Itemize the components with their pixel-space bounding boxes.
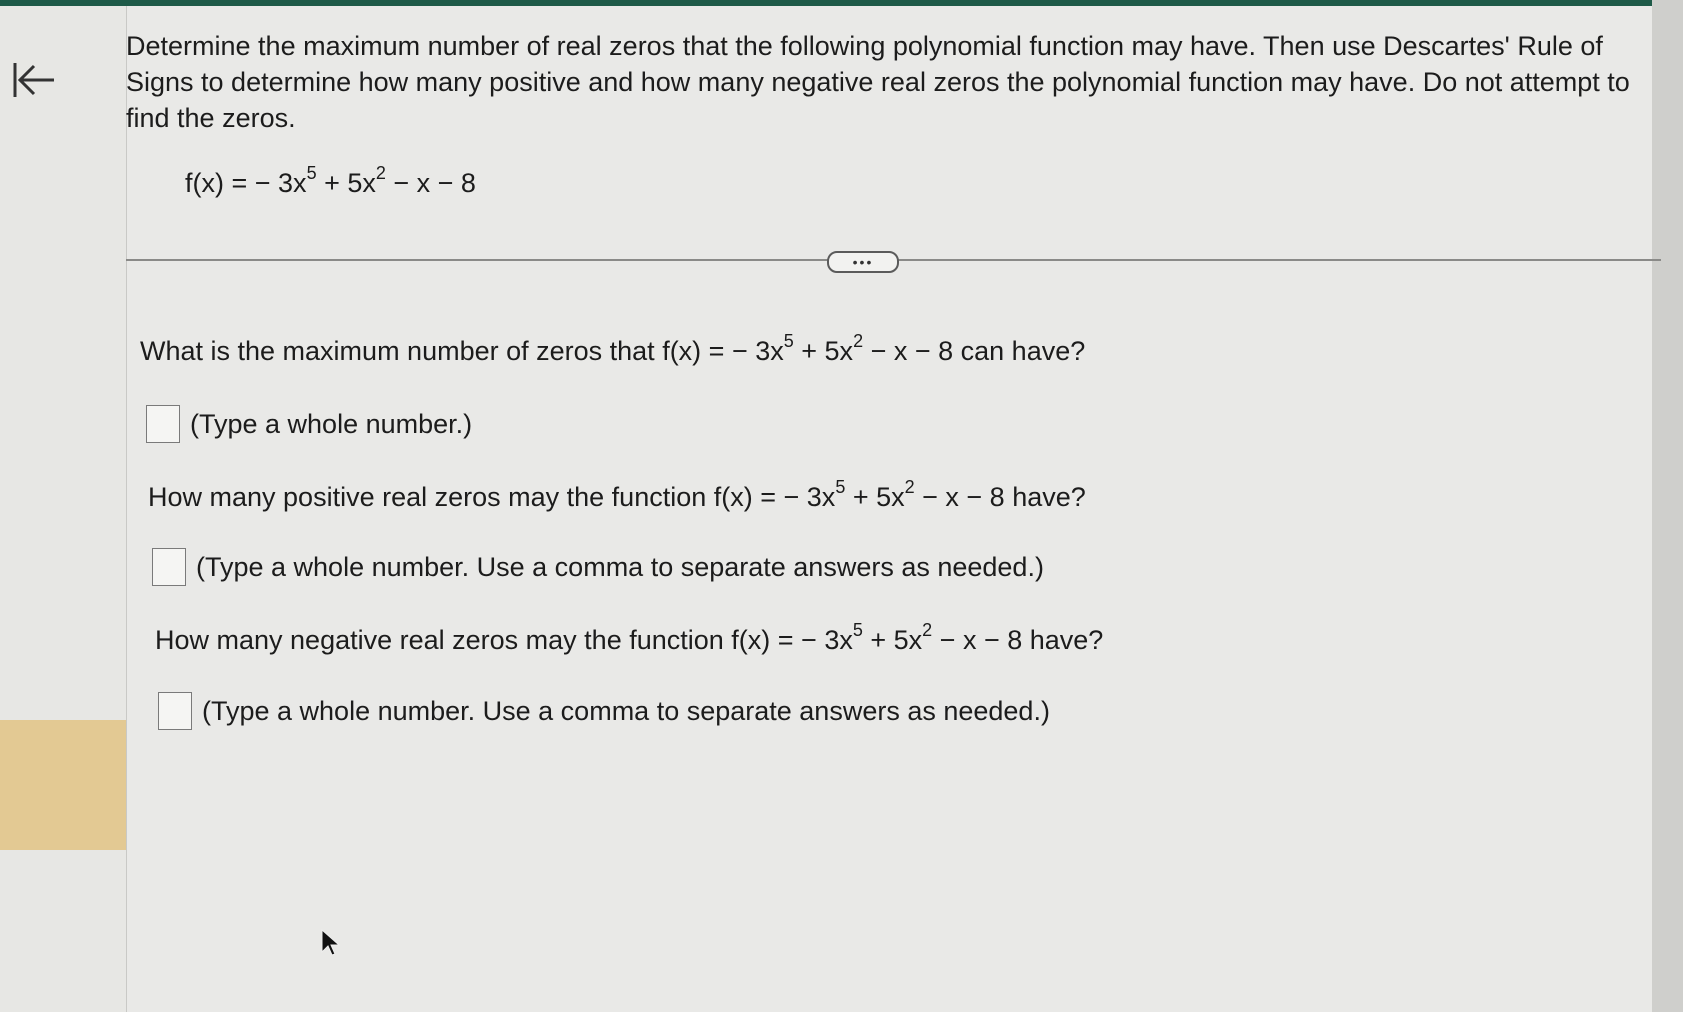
function-definition: [185, 163, 476, 199]
question-exponent-1: 5: [852, 620, 863, 640]
function-exponent-1: 5: [306, 163, 317, 183]
question-negative-zeros: [155, 620, 1104, 656]
question-suffix: have?: [1022, 625, 1104, 655]
question-exponent-2: 2: [922, 620, 933, 640]
function-lhs: f(x) =: [185, 168, 255, 198]
answer-hint: (Type a whole number. Use a comma to separate answers as needed.): [202, 695, 1050, 726]
question-exponent-2: 2: [853, 331, 864, 351]
function-term-3: − x − 8: [385, 168, 476, 198]
question-exponent-1: 5: [783, 331, 794, 351]
question-text: What is the maximum number of zeros that f(x) =: [140, 336, 732, 366]
question-suffix: can have?: [953, 336, 1086, 366]
sidebar-highlight-block: [0, 720, 126, 850]
left-sidebar: [0, 6, 127, 1012]
question-positive-zeros: [148, 477, 1086, 513]
question-term-3: − x − 8: [932, 625, 1023, 655]
more-dots-icon: •••: [852, 254, 874, 270]
question-text: How many positive real zeros may the function f(x) =: [148, 482, 784, 512]
question-term-3: − x − 8: [914, 482, 1005, 512]
negative-zeros-answer-input[interactable]: [158, 692, 192, 730]
question-suffix: have?: [1004, 482, 1086, 512]
answer-row-max-zeros: [146, 405, 472, 443]
question-term-2: + 5x: [862, 625, 923, 655]
question-exponent-2: 2: [904, 477, 915, 497]
question-term-2: + 5x: [793, 336, 854, 366]
answer-hint: (Type a whole number.): [190, 408, 473, 439]
question-term-1: − 3x: [801, 625, 853, 655]
positive-zeros-answer-input[interactable]: [152, 548, 186, 586]
question-text: How many negative real zeros may the function f(x) =: [155, 625, 802, 655]
answer-hint: (Type a whole number. Use a comma to separate answers as needed.): [196, 551, 1044, 582]
answer-row-negative-zeros: [158, 692, 1050, 730]
question-max-zeros: [140, 331, 1086, 367]
max-zeros-answer-input[interactable]: [146, 405, 180, 443]
function-exponent-2: 2: [375, 163, 386, 183]
mouse-pointer-icon: [320, 928, 342, 958]
function-term-2: + 5x: [316, 168, 376, 198]
function-term-1: − 3x: [254, 168, 307, 198]
back-to-start-icon: [10, 55, 60, 105]
answer-row-positive-zeros: [152, 548, 1044, 586]
question-term-2: + 5x: [845, 482, 905, 512]
screen-edge: [1652, 0, 1683, 1012]
back-to-start-button[interactable]: [10, 55, 60, 105]
question-term-3: − x − 8: [863, 336, 954, 366]
show-more-button[interactable]: [827, 251, 899, 273]
question-term-1: − 3x: [731, 336, 784, 366]
problem-instructions: Determine the maximum number of real zeros that the following polynomial function may have. Then use Descartes' Rule of Signs to determine how many positive and how many negative real zeros the polynomial function may have. Do not attempt to find the zeros.: [126, 31, 1630, 133]
question-exponent-1: 5: [835, 477, 846, 497]
question-term-1: − 3x: [783, 482, 836, 512]
